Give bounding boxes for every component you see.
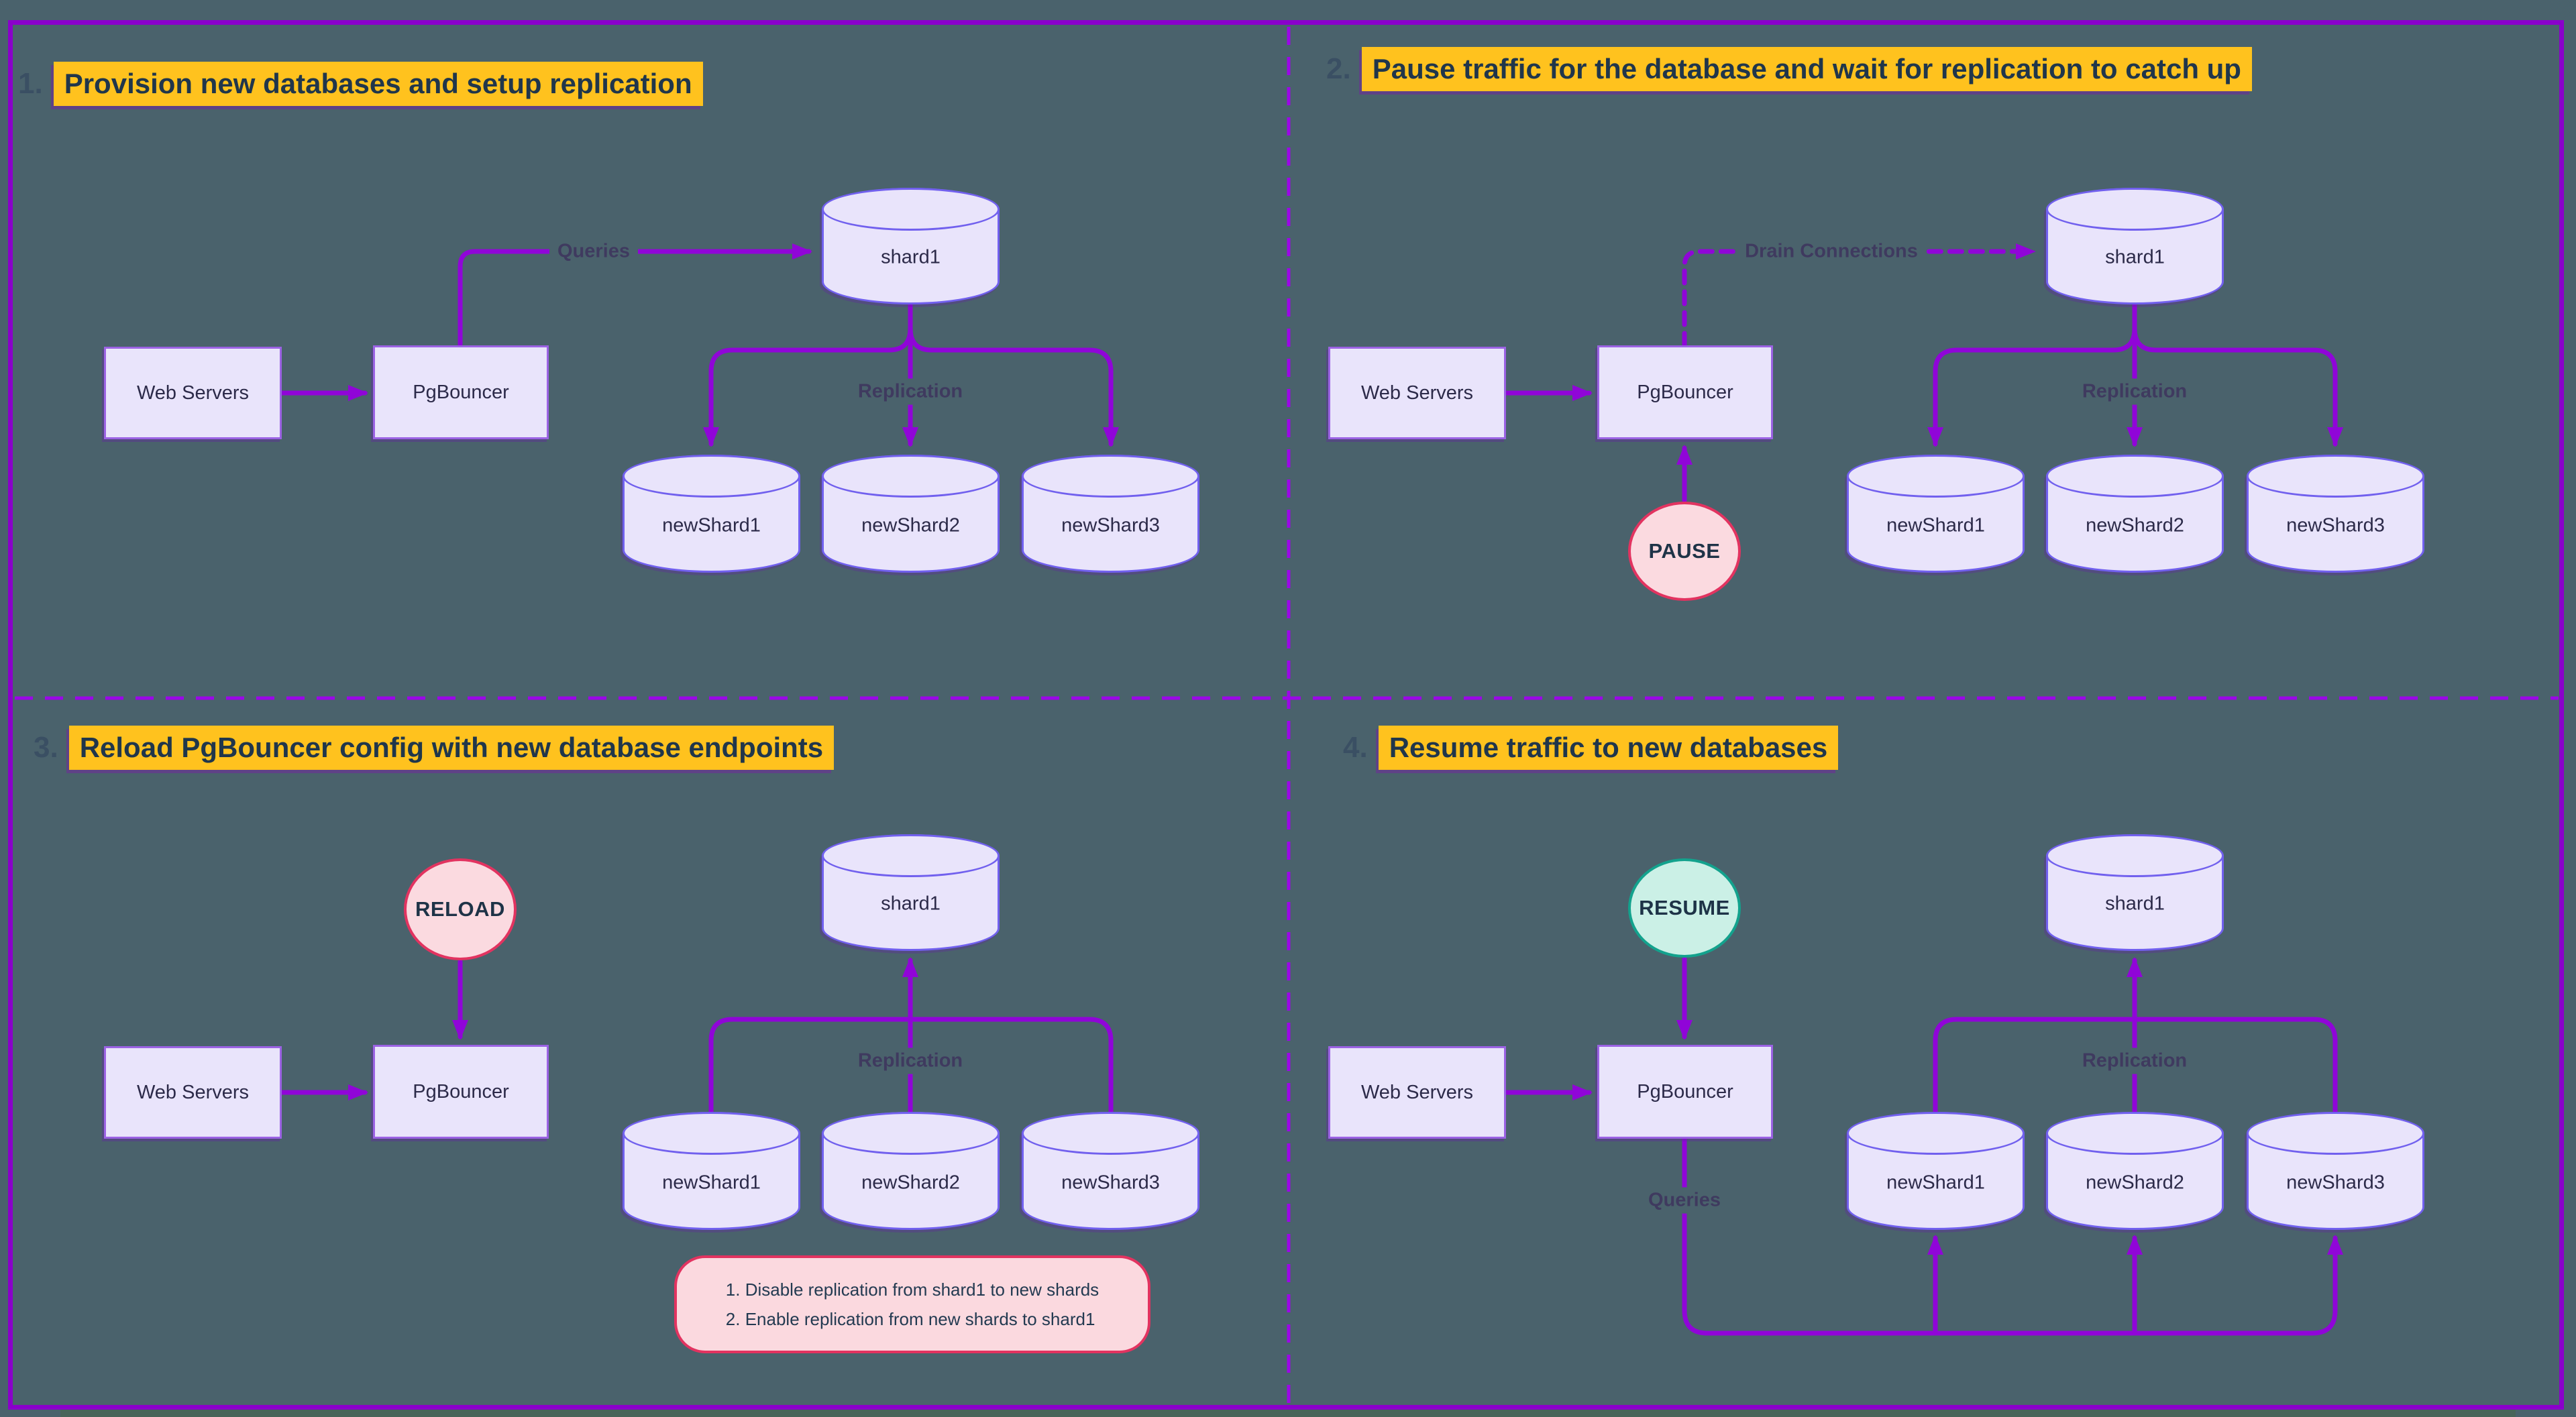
db-label: newShard3: [1061, 514, 1160, 536]
cylinder-lid: [1847, 1112, 2025, 1155]
db-newshard1: [623, 1112, 800, 1230]
db-newshard3: [1022, 455, 1199, 573]
db-label: newShard3: [2286, 1172, 2385, 1194]
edge-label-replication: Replication: [850, 379, 971, 405]
badge-resume: RESUME: [1628, 858, 1741, 958]
cylinder-lid: [623, 455, 800, 498]
node-pgbouncer: [373, 1045, 549, 1139]
node-pgbouncer: [1597, 345, 1773, 439]
quadrant-title-highlight: Resume traffic to new databases: [1379, 726, 1839, 770]
node-label: PgBouncer: [413, 381, 509, 403]
cylinder-lid: [822, 1112, 1000, 1155]
edge-label-replication: Replication: [2074, 379, 2195, 405]
quadrant-number: 2.: [1326, 52, 1351, 85]
cylinder-lid: [623, 1112, 800, 1155]
edge-label-queries: Queries: [549, 239, 638, 265]
cylinder-lid: [2046, 455, 2224, 498]
db-label: shard1: [881, 246, 941, 268]
db-label: shard1: [2105, 246, 2165, 268]
quadrant-2-title: [1326, 47, 2252, 91]
db-shard1: [822, 188, 1000, 304]
db-label: newShard1: [662, 514, 761, 536]
node-label: Web Servers: [136, 1081, 250, 1103]
note-line: 1. Disable replication from shard1 to new shards: [725, 1279, 1099, 1300]
db-label: newShard2: [861, 1172, 960, 1194]
edge-label-drain-connections: Drain Connections: [1737, 239, 1926, 265]
edge-label-replication: Replication: [2074, 1048, 2195, 1074]
db-label: newShard3: [1061, 1172, 1160, 1194]
note-box: [674, 1255, 1150, 1353]
edge-label-queries: Queries: [1640, 1188, 1729, 1214]
node-web-servers: [104, 347, 282, 439]
quadrant-title-highlight: Reload PgBouncer config with new database endpoints: [69, 726, 834, 770]
db-newshard2: [822, 1112, 1000, 1230]
node-label: PgBouncer: [413, 1080, 509, 1102]
db-newshard2: [822, 455, 1000, 573]
connector-replication-left: [1935, 305, 2135, 444]
node-web-servers: [104, 1046, 282, 1139]
node-label: Web Servers: [136, 382, 250, 404]
db-label: newShard2: [2086, 1172, 2184, 1194]
cylinder-lid: [2046, 834, 2224, 877]
db-newshard3: [1022, 1112, 1199, 1230]
cylinder-lid: [2046, 1112, 2224, 1155]
node-pgbouncer: [1597, 1045, 1773, 1139]
quadrant-1-title: [18, 62, 703, 106]
db-newshard2: [2046, 1112, 2224, 1230]
cylinder-lid: [2247, 455, 2424, 498]
cylinder-lid: [2247, 1112, 2424, 1155]
db-label: newShard2: [2086, 514, 2184, 536]
db-newshard3: [2247, 455, 2424, 573]
node-pgbouncer: [373, 345, 549, 439]
quadrant-title-highlight: Pause traffic for the database and wait for replication to catch up: [1362, 47, 2252, 91]
node-label: PgBouncer: [1637, 1080, 1733, 1102]
db-label: newShard2: [861, 514, 960, 536]
node-label: Web Servers: [1360, 382, 1474, 404]
quadrant-number: 4.: [1343, 731, 1368, 764]
db-shard1: [2046, 834, 2224, 951]
db-label: newShard1: [1886, 1172, 1985, 1194]
db-newshard1: [1847, 455, 2025, 573]
node-web-servers: [1328, 347, 1506, 439]
cylinder-lid: [822, 188, 1000, 231]
db-newshard1: [1847, 1112, 2025, 1230]
node-label: PgBouncer: [1637, 381, 1733, 403]
connector-drain-connections: [1684, 251, 2033, 345]
db-label: newShard3: [2286, 514, 2385, 536]
quadrant-4-title: [1343, 726, 1838, 770]
note-line: 2. Enable replication from new shards to shard1: [725, 1309, 1095, 1329]
note-text: [726, 1275, 1099, 1334]
node-web-servers: [1328, 1046, 1506, 1139]
db-newshard2: [2046, 455, 2224, 573]
db-label: newShard1: [662, 1172, 761, 1194]
db-shard1: [2046, 188, 2224, 304]
cylinder-lid: [1022, 1112, 1199, 1155]
db-newshard1: [623, 455, 800, 573]
quadrant-number: 1.: [18, 67, 43, 100]
cylinder-lid: [1022, 455, 1199, 498]
cylinder-lid: [2046, 188, 2224, 231]
connector-replication-right: [910, 305, 1111, 444]
cylinder-lid: [822, 834, 1000, 877]
quadrant-number: 3.: [34, 731, 58, 764]
db-label: shard1: [881, 893, 941, 915]
badge-pause: PAUSE: [1628, 502, 1741, 601]
db-shard1: [822, 834, 1000, 951]
badge-reload: RELOAD: [404, 858, 517, 960]
quadrant-3-title: [34, 726, 834, 770]
node-label: Web Servers: [1360, 1081, 1474, 1103]
edge-label-replication: Replication: [850, 1048, 971, 1074]
cylinder-lid: [822, 455, 1000, 498]
db-label: newShard1: [1886, 514, 1985, 536]
connector-queries: [460, 251, 809, 345]
connector-replication-left: [711, 305, 910, 444]
cylinder-lid: [1847, 455, 2025, 498]
connector-replication-right: [2135, 305, 2335, 444]
db-label: shard1: [2105, 893, 2165, 915]
db-newshard3: [2247, 1112, 2424, 1230]
quadrant-title-highlight: Provision new databases and setup replication: [54, 62, 703, 106]
